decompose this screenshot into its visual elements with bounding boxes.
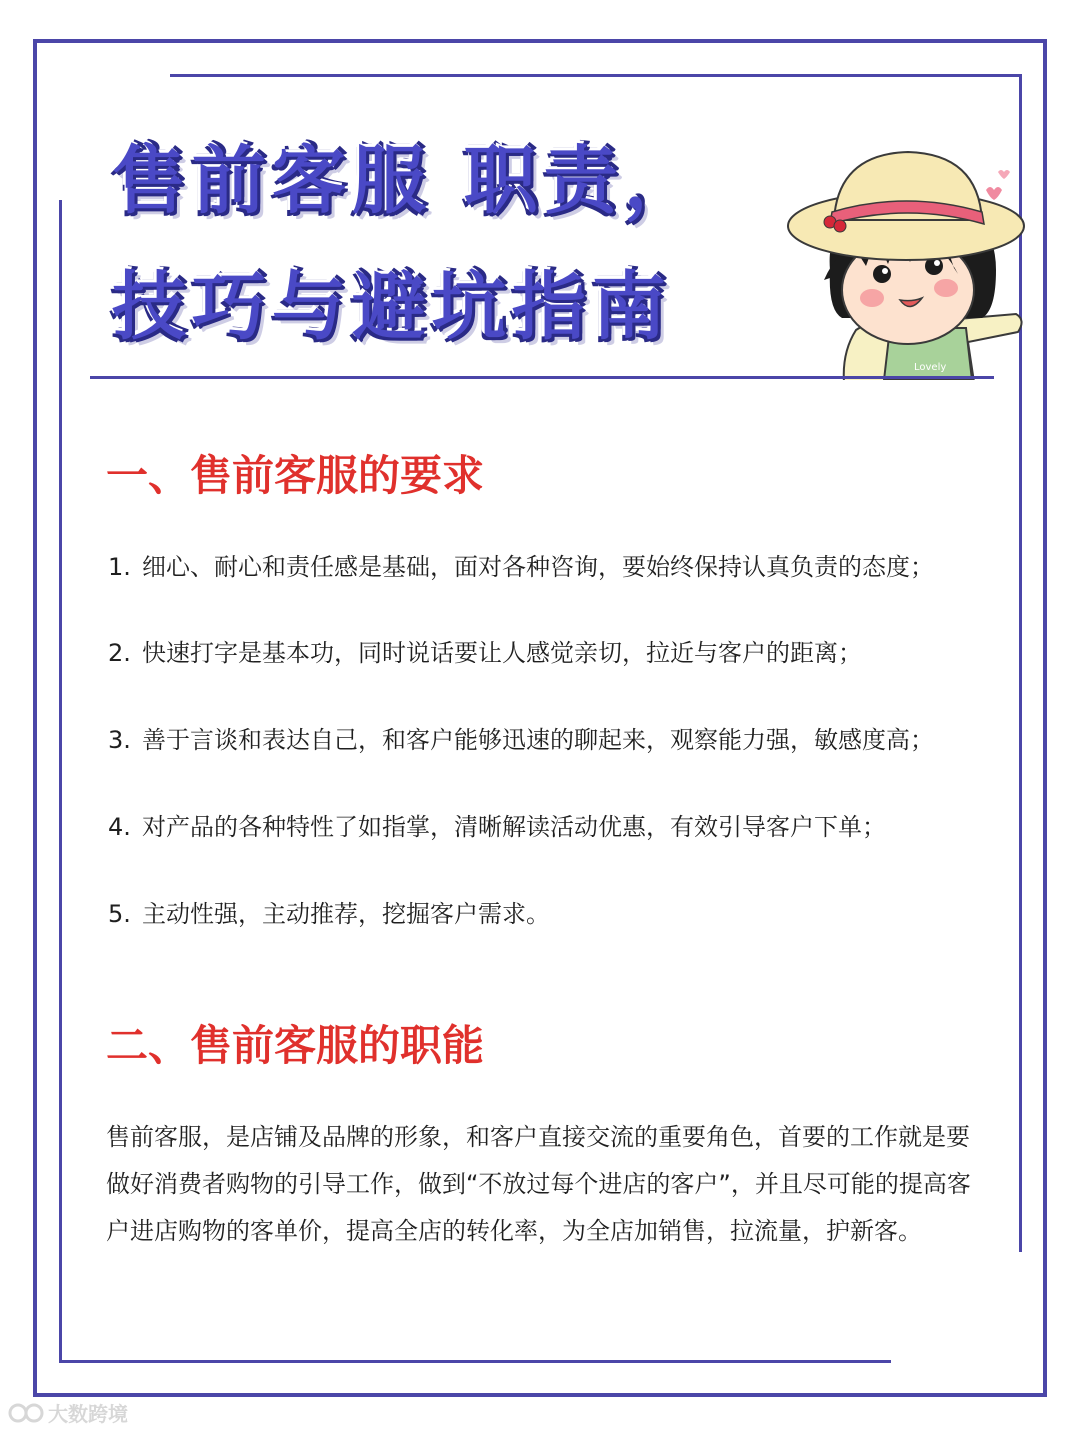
requirement-text: 快速打字是基本功，同时说话要让人感觉亲切，拉近与客户的距离； <box>142 639 862 667</box>
title-line-1: 售前客服 职责， <box>112 138 704 224</box>
requirement-text: 主动性强，主动推荐，挖掘客户需求。 <box>142 900 550 928</box>
watermark-logo-icon <box>8 1401 48 1430</box>
inner-frame-bottom <box>59 1360 891 1363</box>
requirement-number: 2. <box>108 639 131 667</box>
requirement-number: 4. <box>108 813 131 841</box>
section2-heading: 二、售前客服的职能 <box>106 1021 485 1070</box>
watermark <box>8 1398 128 1430</box>
requirement-item <box>108 636 862 670</box>
requirement-number: 1. <box>108 553 131 581</box>
title-line-2: 技巧与避坑指南 <box>112 264 672 350</box>
section2-paragraph: 售前客服，是店铺及品牌的形象，和客户直接交流的重要角色，首要的工作就是要做好消费者购物的引导工作，做到“不放过每个进店的客户”，并且尽可能的提高客户进店购物的客单价，提高全店的转化率，为全店加销售，拉流量，护新客。 <box>106 1123 971 1245</box>
title-divider <box>90 376 994 379</box>
requirement-item <box>108 897 550 931</box>
inner-frame-top <box>170 74 1020 77</box>
requirement-text: 细心、耐心和责任感是基础，面对各种咨询，要始终保持认真负责的态度； <box>142 553 934 581</box>
requirement-item <box>108 550 934 584</box>
apron-label: Lovely <box>914 362 947 373</box>
heart-icon-small <box>998 170 1010 179</box>
requirement-text: 善于言谈和表达自己，和客户能够迅速的聊起来，观察能力强，敏感度高； <box>142 726 934 754</box>
watermark-text: 大数跨境 <box>48 1402 128 1426</box>
page-title <box>112 118 792 370</box>
requirement-number: 5. <box>108 900 131 928</box>
requirement-number: 3. <box>108 726 131 754</box>
requirement-text: 对产品的各种特性了如指掌，清晰解读活动优惠，有效引导客户下单； <box>142 813 886 841</box>
section1-heading: 一、售前客服的要求 <box>106 451 485 500</box>
cartoon-girl-illustration <box>786 150 1026 380</box>
requirement-item <box>108 723 934 757</box>
inner-frame-left <box>59 200 62 1362</box>
requirement-item <box>108 810 886 844</box>
heart-icon <box>986 187 1002 200</box>
